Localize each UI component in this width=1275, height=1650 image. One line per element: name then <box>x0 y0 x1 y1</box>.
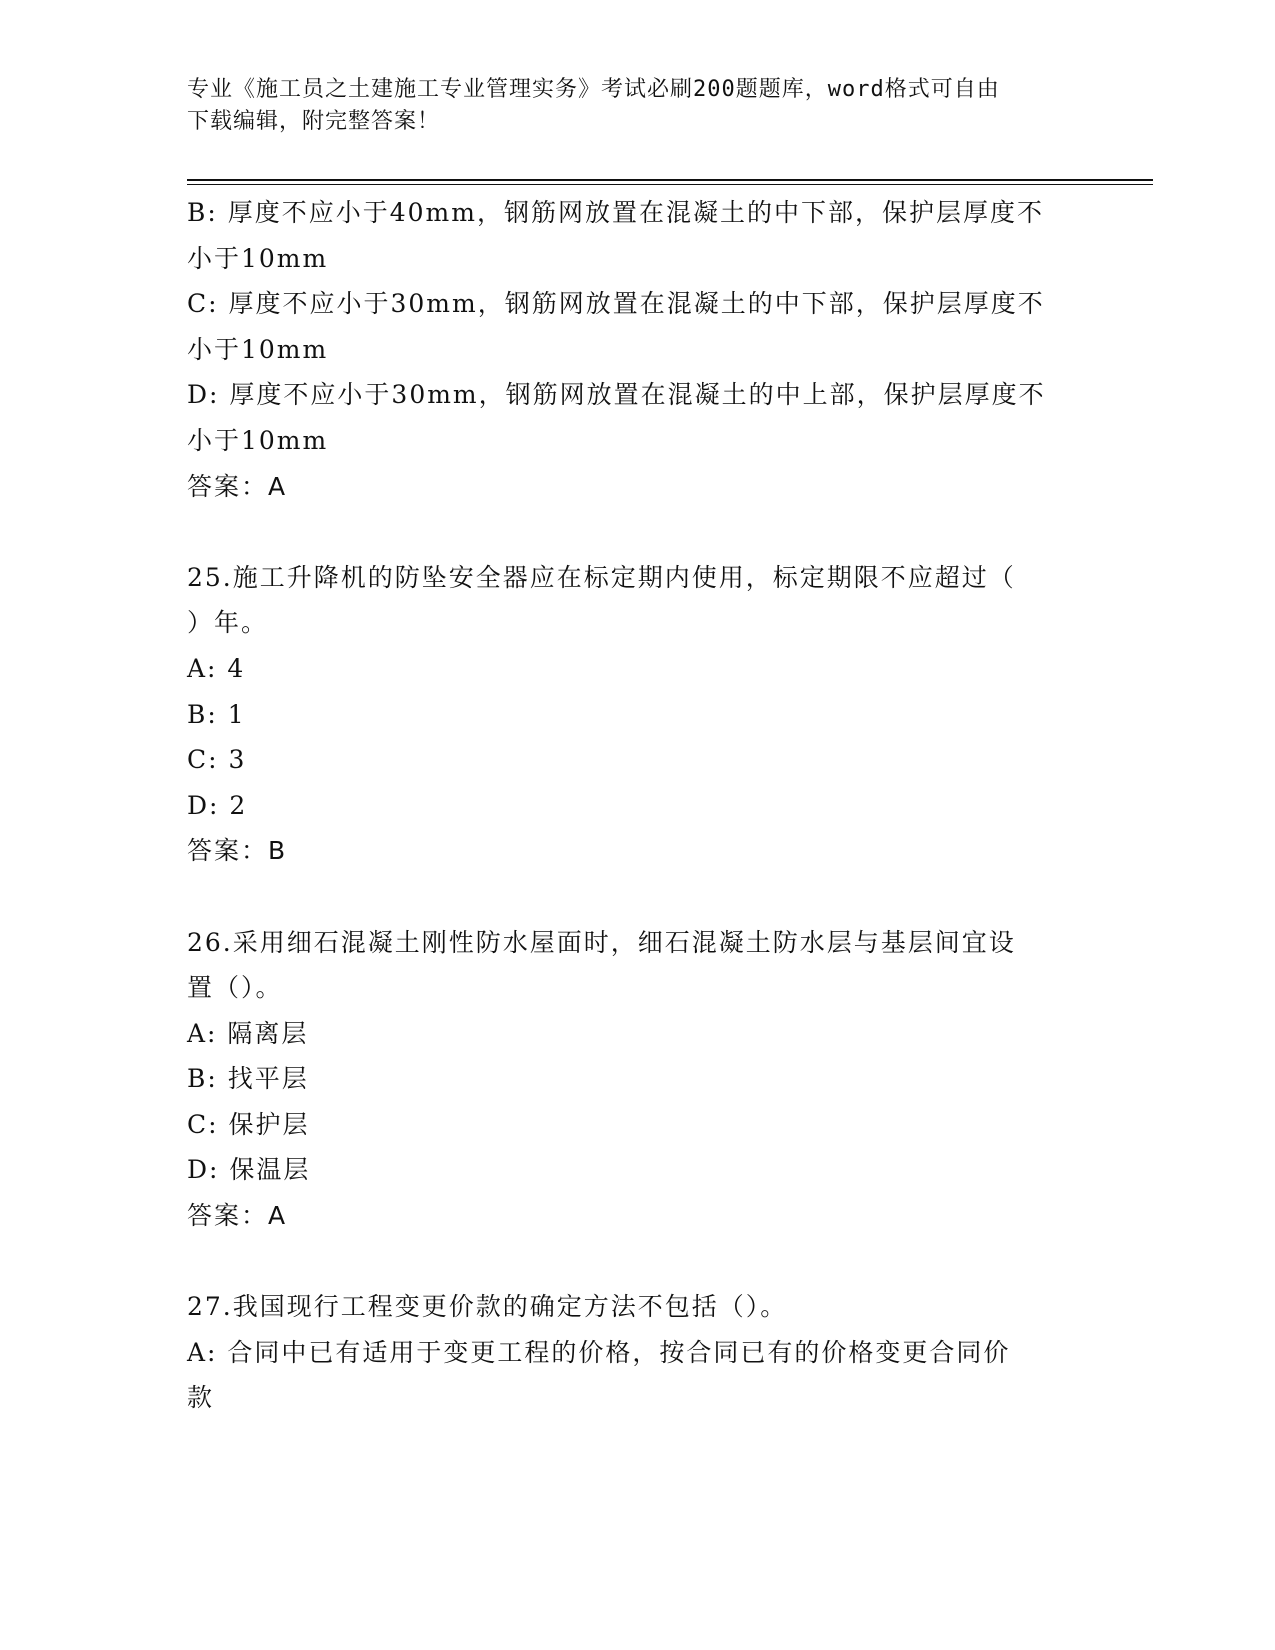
option-c: C: 保护层 <box>187 1109 310 1139</box>
question-stem-line-1: 25.施工升降机的防坠安全器应在标定期内使用，标定期限不应超过（ <box>187 562 1016 592</box>
question-stem-line-1: 26.采用细石混凝土刚性防水屋面时，细石混凝土防水层与基层间宜设 <box>187 927 1016 957</box>
question-26 <box>187 920 1087 1239</box>
question-27 <box>187 1284 1087 1421</box>
option-c-line-1: C: 厚度不应小于30mm，钢筋网放置在混凝土的中下部，保护层厚度不 <box>187 289 1045 319</box>
option-b-line-2: 小于10mm <box>187 243 329 273</box>
question-24 <box>187 190 1087 509</box>
header-line-1: 专业《施工员之土建施工专业管理实务》考试必刷200题题库，word格式可自由 <box>187 77 1000 102</box>
header-divider-thick <box>187 179 1153 181</box>
document-header <box>187 74 1087 138</box>
answer: 答案：A <box>187 1201 288 1231</box>
option-b-line-1: B: 厚度不应小于40mm，钢筋网放置在混凝土的中下部，保护层厚度不 <box>187 198 1044 227</box>
option-d-line-1: D: 厚度不应小于30mm，钢筋网放置在混凝土的中上部，保护层厚度不 <box>187 380 1046 410</box>
header-divider-thin <box>187 184 1153 185</box>
option-d: D: 2 <box>187 790 248 820</box>
question-stem-line-1: 27.我国现行工程变更价款的确定方法不包括（）。 <box>187 1292 788 1322</box>
option-b: B: 找平层 <box>187 1064 309 1094</box>
option-c: C: 3 <box>187 745 247 775</box>
option-c-line-2: 小于10mm <box>187 334 329 364</box>
option-a: A: 4 <box>187 653 246 683</box>
option-a-line-2: 款 <box>187 1383 215 1413</box>
spacer <box>187 509 1087 555</box>
option-d-line-2: 小于10mm <box>187 425 329 455</box>
document-body <box>187 190 1087 1421</box>
option-b: B: 1 <box>187 699 246 729</box>
answer: 答案：B <box>187 836 288 866</box>
option-d: D: 保温层 <box>187 1155 311 1185</box>
option-a-line-1: A: 合同中已有适用于变更工程的价格，按合同已有的价格变更合同价 <box>187 1337 1011 1367</box>
spacer <box>187 1239 1087 1285</box>
option-a: A: 隔离层 <box>187 1018 309 1048</box>
answer: 答案：A <box>187 471 288 501</box>
question-stem-line-2: 置（）。 <box>187 973 283 1003</box>
spacer <box>187 874 1087 920</box>
header-line-2: 下载编辑，附完整答案！ <box>187 109 441 134</box>
question-25 <box>187 555 1087 874</box>
question-stem-line-2: ）年。 <box>187 608 269 638</box>
